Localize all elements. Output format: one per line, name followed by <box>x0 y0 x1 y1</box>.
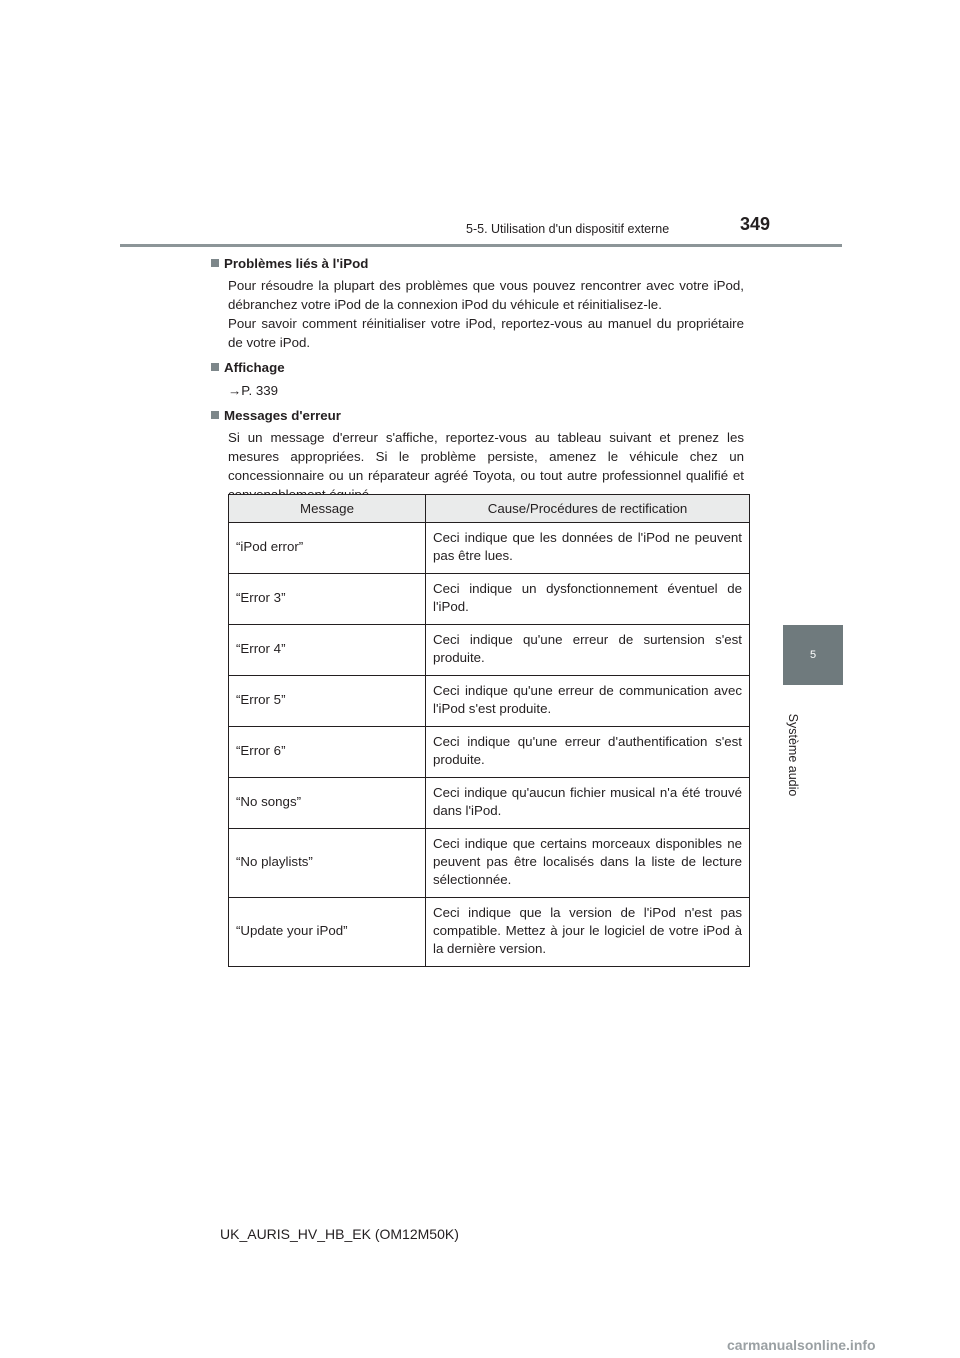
column-header-cause: Cause/Procédures de rectification <box>426 495 750 523</box>
cause-cell: Ceci indique qu'une erreur de surtension s'est produite. <box>426 625 750 676</box>
table-row <box>229 523 750 574</box>
page-content <box>211 254 744 510</box>
page-number: 349 <box>740 214 771 234</box>
message-cell: “No songs” <box>229 778 426 829</box>
square-bullet-icon <box>211 363 219 371</box>
square-bullet-icon <box>211 411 219 419</box>
message-cell: “Error 6” <box>229 727 426 778</box>
header-rule <box>120 244 842 247</box>
table-row <box>229 574 750 625</box>
cause-cell: Ceci indique que certains morceaux disponibles ne peuvent pas être localisés dans la liste de lecture sélectionnée. <box>426 829 750 898</box>
table-row <box>229 829 750 898</box>
message-cell: “Update your iPod” <box>229 898 426 967</box>
section-heading: Messages d'erreur <box>211 406 744 425</box>
section-error-messages <box>211 406 744 504</box>
table-row <box>229 727 750 778</box>
section-display <box>211 358 744 400</box>
paragraph: Pour savoir comment réinitialiser votre iPod, reportez-vous au manuel du propriétaire de votre iPod. <box>228 316 744 350</box>
table-row <box>229 898 750 967</box>
watermark: carmanualsonline.info <box>727 1337 876 1353</box>
page-reference-link[interactable]: →P. 339 <box>228 383 279 398</box>
table-row <box>229 676 750 727</box>
message-cell: “No playlists” <box>229 829 426 898</box>
message-cell: “iPod error” <box>229 523 426 574</box>
footer-document-code: UK_AURIS_HV_HB_EK (OM12M50K) <box>220 1226 459 1242</box>
cause-cell: Ceci indique qu'une erreur d'authentification s'est produite. <box>426 727 750 778</box>
square-bullet-icon <box>211 259 219 267</box>
cause-cell: Ceci indique un dysfonctionnement éventuel de l'iPod. <box>426 574 750 625</box>
cause-cell: Ceci indique que la version de l'iPod n'est pas compatible. Mettez à jour le logiciel de votre iPod à la dernière version. <box>426 898 750 967</box>
message-cell: “Error 4” <box>229 625 426 676</box>
cause-cell: Ceci indique qu'aucun fichier musical n'a été trouvé dans l'iPod. <box>426 778 750 829</box>
section-heading: Affichage <box>211 358 744 377</box>
section-body <box>228 428 744 504</box>
paragraph: Si un message d'erreur s'affiche, reportez-vous au tableau suivant et prenez les mesures appropriées. Si le problème persiste, amenez le véhicule chez un concessionnaire ou un réparateur agréé Toyota, ou tout autre professionnel qualifié et <box>228 430 744 483</box>
table-row <box>229 778 750 829</box>
section-body <box>228 276 744 352</box>
message-cell: “Error 3” <box>229 574 426 625</box>
cause-cell: Ceci indique que les données de l'iPod ne peuvent pas être lues. <box>426 523 750 574</box>
chapter-tab-number: 5 <box>809 649 817 661</box>
table-header-row <box>229 495 750 523</box>
table-row <box>229 625 750 676</box>
section-heading: Problèmes liés à l'iPod <box>211 254 744 273</box>
chapter-label <box>778 700 808 810</box>
message-cell: “Error 5” <box>229 676 426 727</box>
column-header-message: Message <box>229 495 426 523</box>
header-section-title: 5-5. Utilisation d'un dispositif externe <box>466 222 670 236</box>
error-message-table <box>228 494 750 967</box>
paragraph: Pour résoudre la plupart des problèmes que vous pouvez rencontrer avec votre iPod, débranchez votre iPod de la connexion iPod du véhicule et réinitialisez-le. <box>228 278 744 312</box>
chapter-tab[interactable] <box>783 625 843 685</box>
section-ipod-problems <box>211 254 744 352</box>
cause-cell: Ceci indique qu'une erreur de communication avec l'iPod s'est produite. <box>426 676 750 727</box>
chapter-label-text: Système audio <box>786 713 800 797</box>
